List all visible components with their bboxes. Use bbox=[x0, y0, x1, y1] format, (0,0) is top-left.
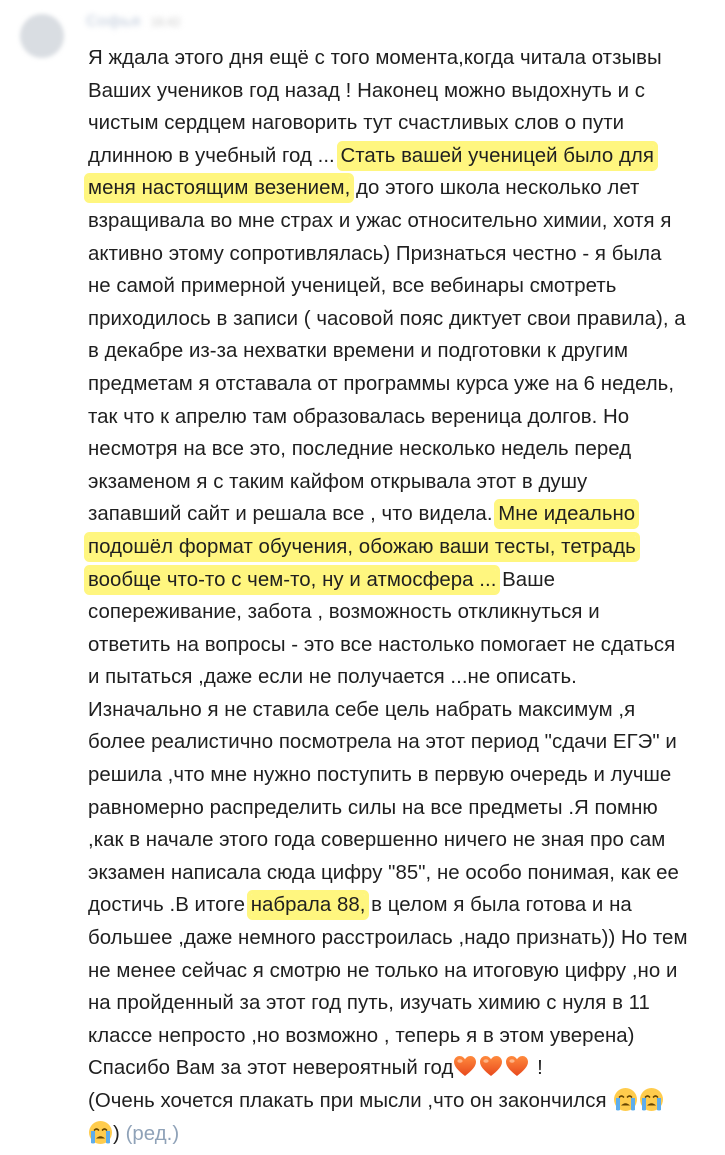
message-line: Ваших учеников год назад ! Наконец можно выдохнуть и с bbox=[88, 79, 646, 102]
message-line: (Очень хочется плакать при мысли ,что он закончился bbox=[88, 1085, 698, 1118]
highlighted-text: Стать вашей ученицей было для bbox=[340, 144, 654, 167]
message-line: в декабре из-за нехватки времени и подготовки к другим bbox=[88, 340, 629, 363]
message-line: сопереживание, забота , возможность откликнуться и bbox=[88, 601, 600, 624]
crying-face-emoji-icon bbox=[88, 1120, 113, 1145]
message-line: Спасибо Вам за этот невероятный год ! bbox=[88, 1057, 543, 1080]
message-line: экзаменом я с таким кайфом открывала этот в душу bbox=[88, 470, 588, 493]
message-line: более реалистично посмотрела на этот период "сдачи ЕГЭ" и bbox=[88, 731, 677, 754]
message-timestamp: 16:42 bbox=[150, 15, 181, 29]
message-line: Я ждала этого дня ещё с того момента,когда читала отзывы bbox=[88, 47, 662, 69]
message-line: классе непросто ,но возможно , теперь я в этом уверена) bbox=[88, 1024, 635, 1047]
message-line: ) (ред.) bbox=[88, 1118, 698, 1151]
avatar[interactable] bbox=[20, 14, 64, 58]
edited-label[interactable]: (ред.) bbox=[125, 1122, 180, 1145]
message-line: экзамен написала сюда цифру "85", не особо понимая, как ее bbox=[88, 861, 679, 884]
message-line: взращивала во мне страх и ужас относительно химии, хотя я bbox=[88, 209, 672, 232]
message-line: вообще что-то с чем-то, ну и атмосфера ... Ваше bbox=[88, 568, 555, 591]
message-line: так что к апрелю там образовалась вереница долгов. Но bbox=[88, 405, 630, 428]
message-line: приходилось в записи ( часовой пояс диктует свои правила), а bbox=[88, 307, 686, 330]
highlighted-text: набрала 88, bbox=[250, 894, 366, 917]
message-line: Изначально я не ставила себе цель набрать максимум ,я bbox=[88, 698, 636, 721]
message-line: несмотря на все это, последние несколько недель перед bbox=[88, 438, 632, 461]
message-line: активно этому сопротивлялась) Признаться честно - я была bbox=[88, 242, 662, 265]
message-line: не самой примерной ученицей, все вебинары смотреть bbox=[88, 275, 617, 298]
message-line: и пытаться ,даже если не получается ...не описать. bbox=[88, 666, 577, 689]
message-line: большее ,даже немного расстроилась ,надо признать)) Но тем bbox=[88, 927, 688, 950]
highlighted-text: меня настоящим везением, bbox=[88, 177, 351, 200]
highlighted-text: Мне идеально bbox=[498, 503, 636, 526]
crying-face-emoji-icon bbox=[613, 1087, 638, 1112]
highlighted-text: подошёл формат обучения, обожаю ваши тесты, тетрадь bbox=[88, 535, 636, 558]
message-line: длинною в учебный год ... Стать вашей ученицей было для bbox=[88, 144, 654, 167]
sender-name[interactable]: Софья bbox=[86, 13, 141, 30]
message-line: чистым сердцем наговорить тут счастливых слов о пути bbox=[88, 112, 625, 135]
message-line: на пройденный за этот год путь, изучать химию с нуля в 11 bbox=[88, 992, 650, 1015]
message-line: ,как в начале этого года совершенно ничего не зная про сам bbox=[88, 829, 666, 852]
heart-emoji-icon bbox=[453, 1055, 477, 1077]
message-line: равномерно распределить силы на все предметы .Я помню bbox=[88, 796, 658, 819]
message-text bbox=[88, 42, 698, 1150]
heart-emoji-icon bbox=[505, 1055, 529, 1077]
message-line: запавший сайт и решала все , что видела. Мне идеально bbox=[88, 503, 636, 526]
message-line: предметам я отставала от программы курса уже на 6 недель, bbox=[88, 372, 675, 395]
message-line: достичь .В итоге набрала 88, в целом я была готова и на bbox=[88, 894, 632, 917]
message-header bbox=[86, 10, 181, 34]
message-line bbox=[88, 531, 698, 564]
message-line: меня настоящим везением, до этого школа несколько лет bbox=[88, 177, 640, 200]
message-line: решила ,что мне нужно поступить в первую очередь и лучше bbox=[88, 764, 672, 787]
message-line: не менее сейчас я смотрю не только на итоговую цифру ,но и bbox=[88, 959, 678, 982]
heart-emoji-icon bbox=[479, 1055, 503, 1077]
crying-face-emoji-icon bbox=[639, 1087, 664, 1112]
highlighted-text: вообще что-то с чем-то, ну и атмосфера ... bbox=[88, 568, 497, 591]
message-line: ответить на вопросы - это все настолько помогает не сдаться bbox=[88, 633, 676, 656]
